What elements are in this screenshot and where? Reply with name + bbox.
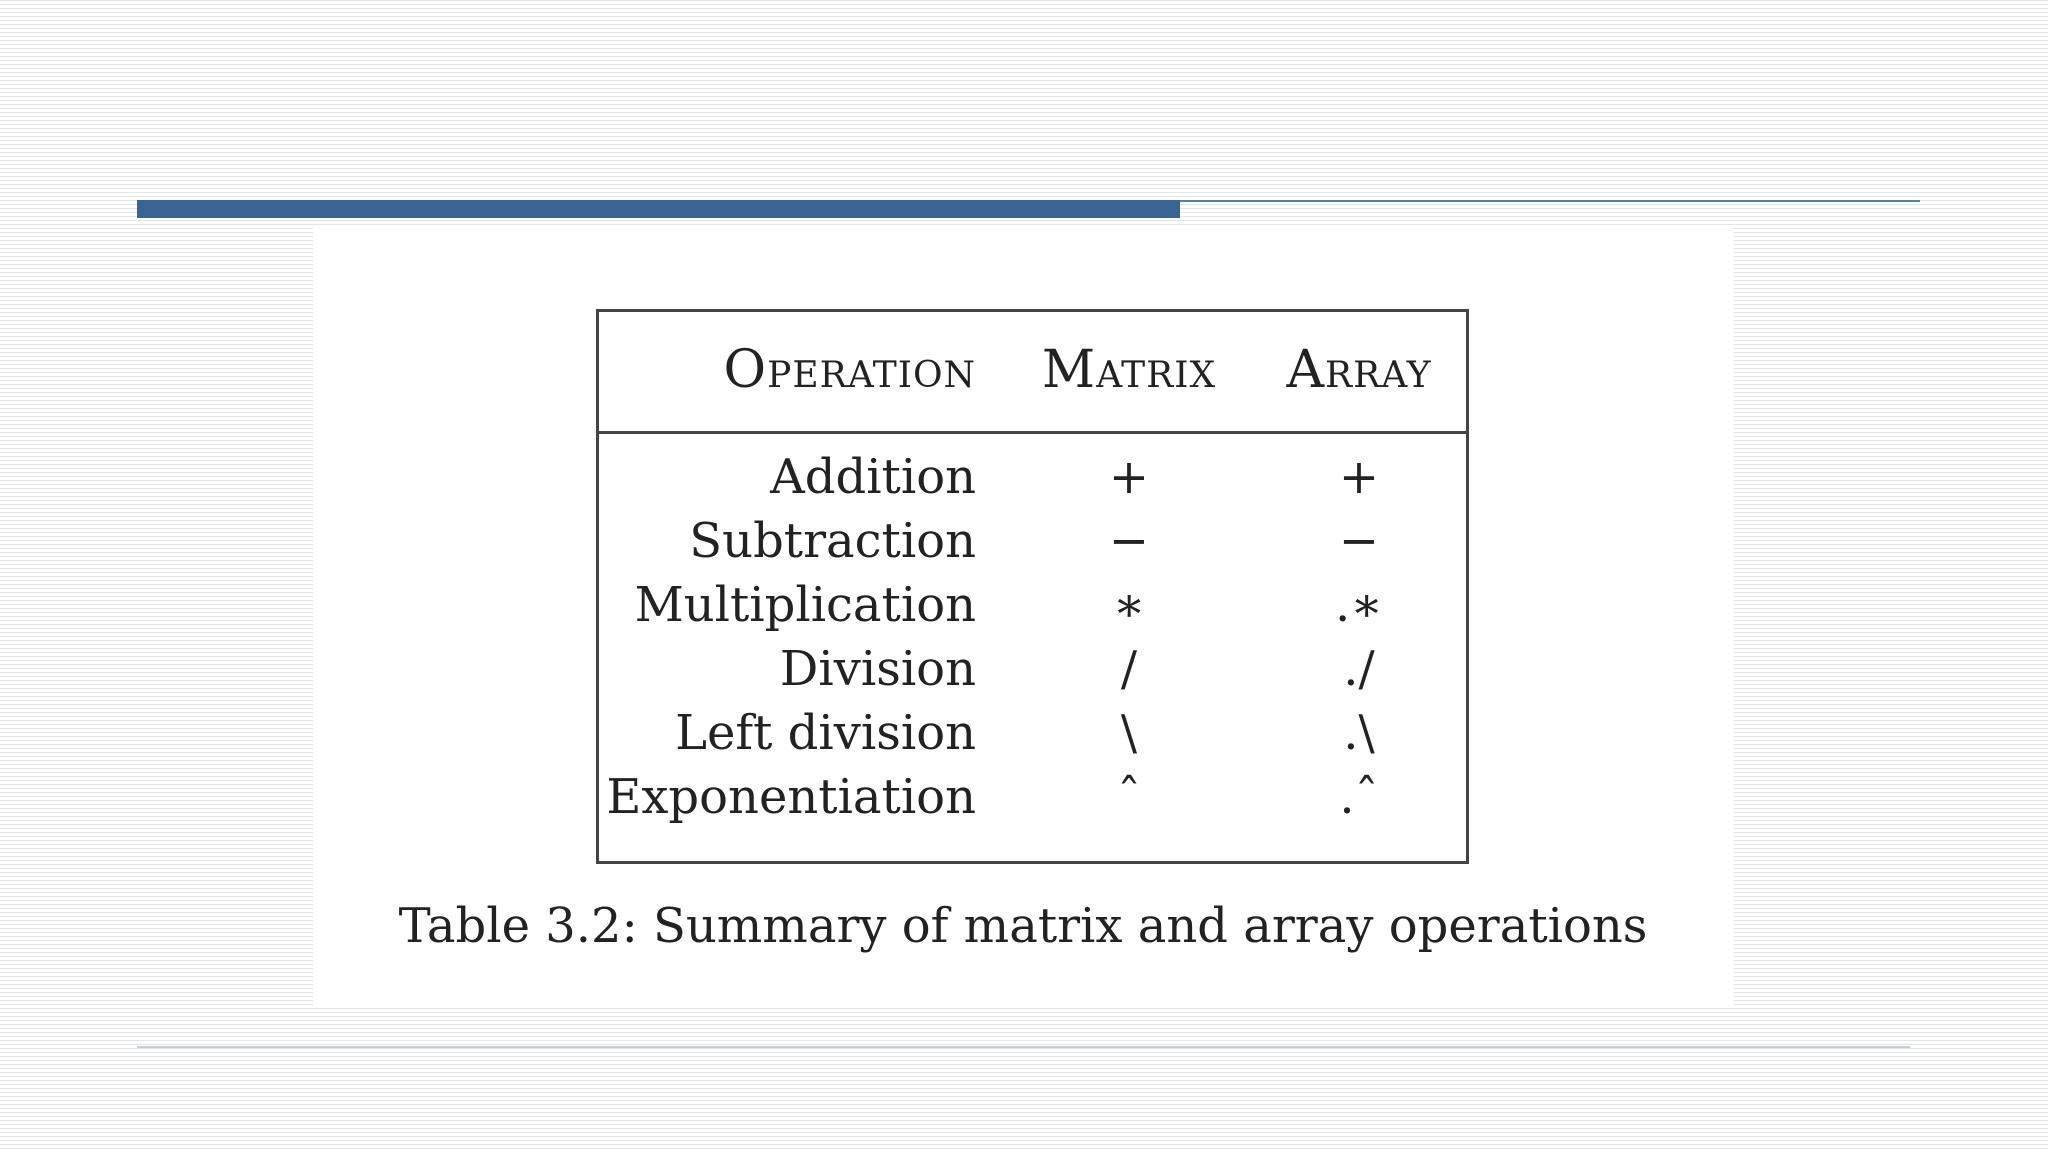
operation-cell: Subtraction: [689, 513, 976, 569]
matrix-operator-cell: +: [1108, 449, 1150, 505]
header-matrix: Matrix: [1041, 340, 1217, 400]
matrix-operator-cell: ∗: [1112, 577, 1146, 633]
operation-cell: Addition: [770, 449, 976, 505]
table-row: [599, 445, 1466, 509]
table-header-row: [599, 312, 1466, 434]
array-operator-cell: ./: [1343, 641, 1375, 697]
header-array: Array: [1286, 340, 1432, 400]
operation-cell: Left division: [675, 705, 976, 761]
table-row: [599, 701, 1466, 765]
array-operator-cell: .ˆ: [1339, 769, 1379, 825]
title-divider-line: [1180, 200, 1920, 202]
table-row: [599, 573, 1466, 637]
footer-divider-line: [137, 1046, 1910, 1048]
array-operator-cell: .∗: [1335, 577, 1383, 633]
array-operator-cell: −: [1338, 513, 1380, 569]
operations-table: [596, 309, 1469, 864]
table-row: [599, 765, 1466, 829]
operation-cell: Division: [779, 641, 976, 697]
header-operation: Operation: [723, 340, 976, 400]
array-operator-cell: +: [1338, 449, 1380, 505]
operation-cell: Multiplication: [634, 577, 976, 633]
array-operator-cell: .\: [1343, 705, 1375, 761]
matrix-operator-cell: \: [1120, 705, 1138, 761]
operation-cell: Exponentiation: [606, 769, 976, 825]
table-caption: Table 3.2: Summary of matrix and array operations: [398, 898, 1648, 954]
table-row: [599, 509, 1466, 573]
matrix-operator-cell: ˆ: [1117, 769, 1141, 825]
table-row: [599, 637, 1466, 701]
title-accent-bar: [137, 200, 1180, 218]
matrix-operator-cell: /: [1120, 641, 1138, 697]
table-image: [313, 228, 1733, 1008]
matrix-operator-cell: −: [1108, 513, 1150, 569]
